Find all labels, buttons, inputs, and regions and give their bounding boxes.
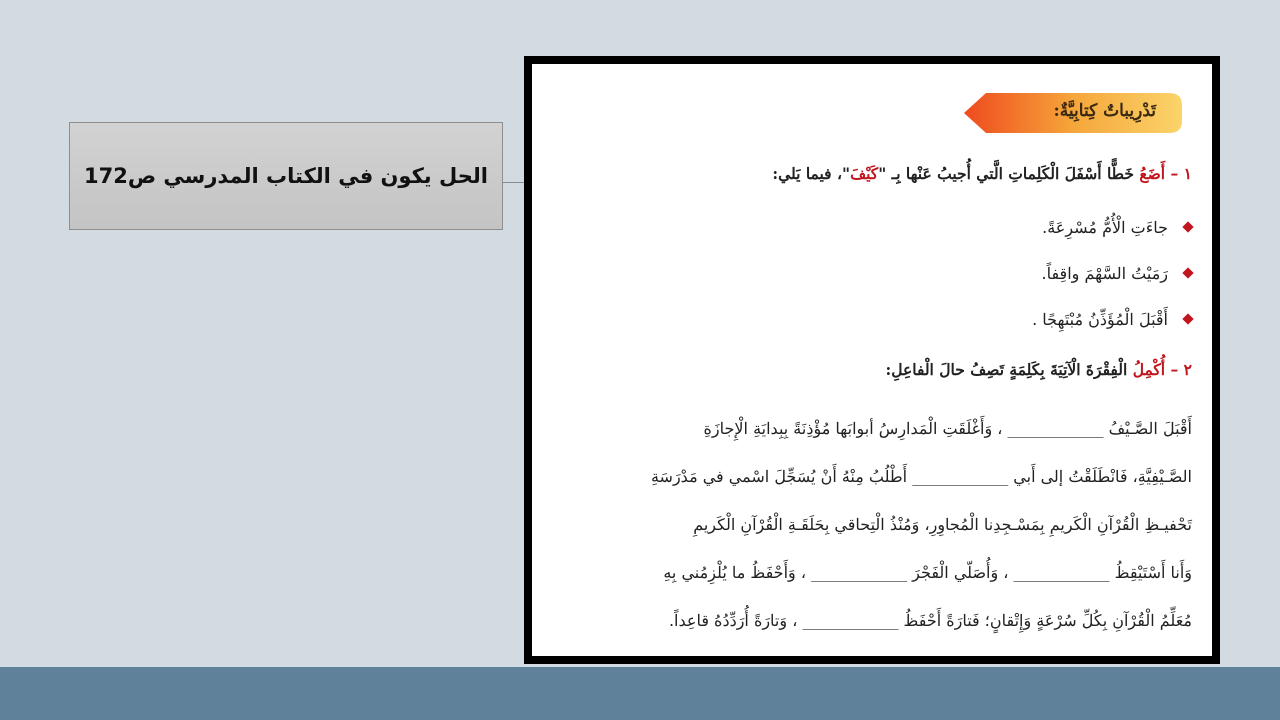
red-diamond-bullet-icon [1182,267,1193,278]
red-diamond-bullet-icon [1182,313,1193,324]
paragraph-line: أَقْبَلَ الصَّـيْفُ ____________ ، وَأَغْلَقَتِ الْمَدارِسُ أبوابَها مُؤْذِنَةً بِبِدايَةِ الْإِجازَةِ [703,418,1192,438]
worksheet-page [530,62,1214,658]
list-item [552,250,1192,296]
question-1-text-before: خَطًّا أَسْفَلَ الْكَلِماتِ الَّتي أُجيبُ عَنْها بِـ " [878,164,1134,183]
bottom-band [0,667,1280,720]
question-2-text: الْفِقْرَةَ الْآتِيَةَ بِكَلِمَةٍ تَصِفُ حالَ الْفاعِلِ: [885,360,1128,379]
sentence-text: رَمَيْتُ السَّهْمَ واقِفاً. [1041,263,1168,283]
question-1-keyword: كَيْفَ [850,164,879,183]
callout-text: الحل يكون في الكتاب المدرسي ص172 [84,164,488,188]
callout-connector-line [503,182,526,183]
worksheet-image-frame [524,56,1220,664]
list-item [552,296,1192,342]
question-1-verb: أَضَعُ [1139,164,1166,183]
paragraph-line: تَحْفيـظِ الْقُرْآنِ الْكَريمِ بِمَسْـجِدِنا الْمُجاوِرِ، وَمُنْذُ الْتِحاقي بِحَلَقَـةِ الْقُرْآنِ الْكَريمِ [693,514,1192,534]
fill-in-paragraph [570,404,1192,644]
sentence-text: جاءَتِ الْأُمُّ مُسْرِعَةً. [1042,217,1168,237]
sentence-text: أَقْبَلَ الْمُؤَذِّنُ مُبْتَهِجًا . [1032,309,1168,329]
question-1-text-after: "، فيما يَلي: [772,164,851,183]
sentence-list [552,204,1192,342]
paragraph-line: مُعَلِّمُ الْقُرْآنِ بِكُلِّ سُرْعَةٍ وَإِتْقانٍ؛ فَتارَةً أَحْفَظُ ____________ ، وَتارَةً أُرَدِّدُهُ قاعِداً. [668,610,1192,630]
exercises-header-title: تَدْرِيباتٌ كِتابِيَّةٌ: [1053,101,1156,121]
red-diamond-bullet-icon [1182,221,1193,232]
list-item [552,204,1192,250]
exercises-header-tab [964,91,1184,135]
paragraph-line: وَأَنا أَسْتَيْقِظُ ____________ ، وَأُصَلّي الْفَجْرَ ____________ ، وَأَحْفَظُ ما يُلْزِمُني بِهِ [663,562,1192,582]
question-2-number: ٢ – [1170,360,1192,379]
question-2-verb: أُكْمِلُ [1132,360,1166,379]
question-1 [552,164,1192,183]
answer-callout-box [69,122,503,230]
question-2 [552,360,1192,379]
question-1-number: ١ – [1170,164,1192,183]
paragraph-line: الصَّـيْفِيَّةِ، فَانْطَلَقْتُ إلى أَبي ____________ أَطْلُبُ مِنْهُ أَنْ يُسَجِّلَ اسْمي في مَدْرَسَةِ [650,466,1192,486]
